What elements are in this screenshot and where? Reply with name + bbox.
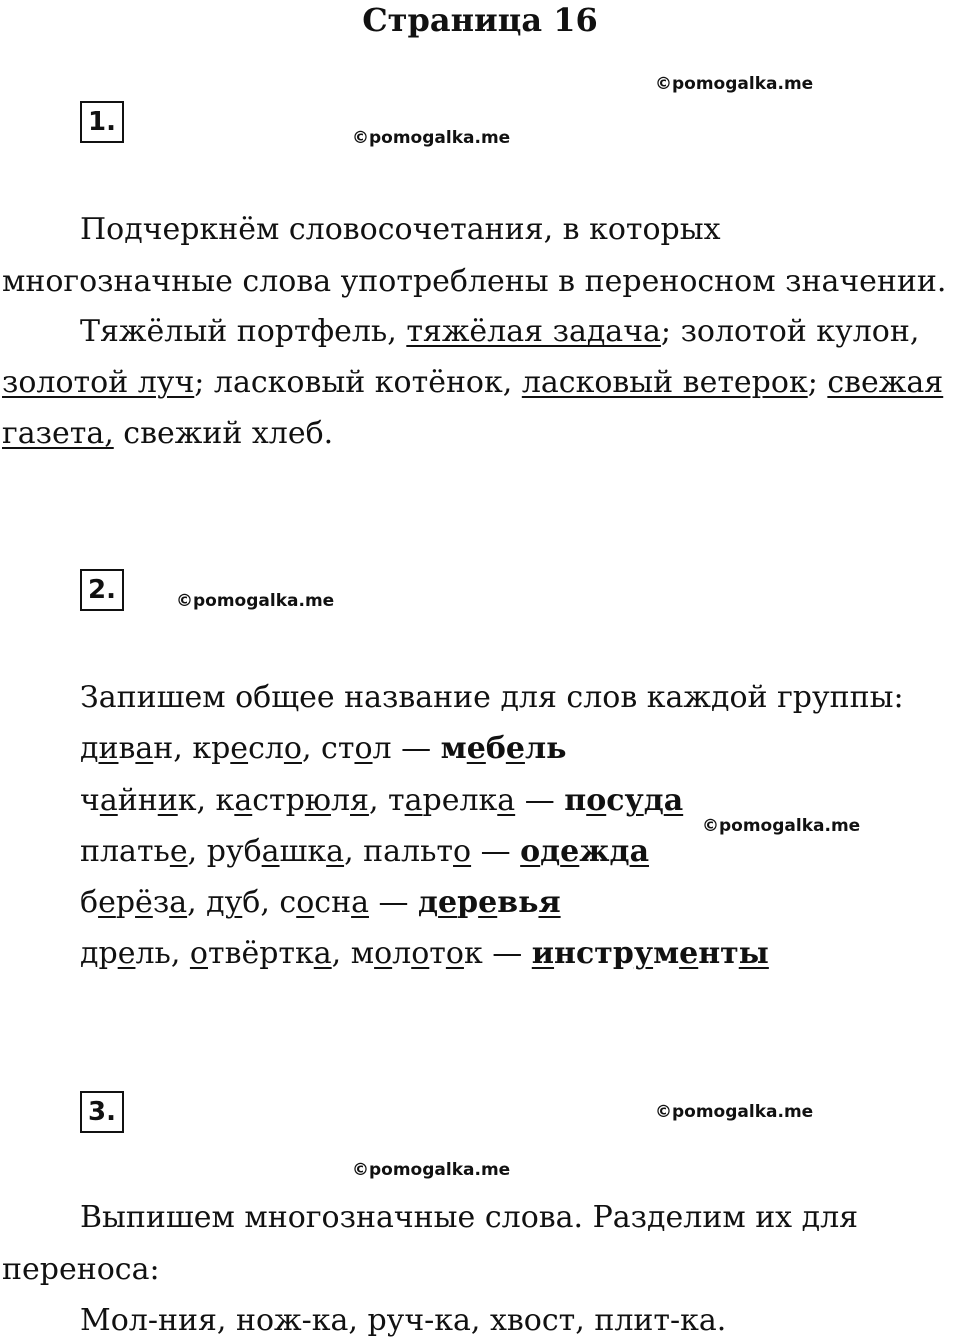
bold-text: м: [653, 936, 680, 971]
text-segment: ; золотой кулон,: [660, 314, 920, 349]
text-segment: Мол-ния, нож-ка, руч-ка, хвост, плит-ка.: [80, 1303, 727, 1338]
underlined-text: а: [404, 783, 423, 818]
text-segment: сн: [314, 885, 352, 920]
underlined-text: е: [466, 731, 486, 766]
task-2-line: [80, 678, 904, 718]
page-title: Страница 16: [362, 1, 598, 39]
text-segment: переноса:: [2, 1252, 160, 1287]
underlined-text: ю: [304, 783, 331, 818]
underlined-text: и: [157, 783, 178, 818]
text-segment: сл: [248, 731, 284, 766]
underlined-text: а: [169, 885, 188, 920]
text-segment: , ст: [301, 731, 355, 766]
text-segment: , пальт: [344, 834, 454, 869]
text-segment: к, к: [177, 783, 235, 818]
underlined-text: о: [586, 783, 607, 818]
underlined-text: а: [135, 731, 154, 766]
underlined-text: а: [99, 783, 118, 818]
watermark: ©pomogalka.me: [702, 816, 861, 836]
text-segment: —: [471, 834, 521, 869]
task-1-line: [2, 414, 333, 454]
text-segment: Запишем общее название для слов каждой группы:: [80, 680, 904, 715]
text-segment: , д: [187, 885, 225, 920]
text-segment: йн: [117, 783, 158, 818]
underlined-text: о: [411, 936, 430, 971]
underlined-text: о: [354, 731, 373, 766]
text-segment: стр: [252, 783, 305, 818]
underlined-text: а: [326, 834, 345, 869]
underlined-text: газета,: [2, 416, 114, 451]
text-segment: , м: [331, 936, 375, 971]
bold-text: нстр: [554, 936, 634, 971]
task-3-line: [80, 1198, 858, 1238]
text-segment: , руб: [187, 834, 262, 869]
underlined-text: о: [189, 936, 208, 971]
text-segment: б, с: [242, 885, 297, 920]
bold-text: д: [540, 834, 561, 869]
underlined-text: а: [313, 936, 332, 971]
text-segment: ль,: [135, 936, 190, 971]
underlined-text: е: [117, 936, 136, 971]
underlined-text: е: [169, 834, 188, 869]
text-segment: д: [80, 731, 99, 766]
text-segment: т: [429, 936, 446, 971]
underlined-text: у: [224, 885, 243, 920]
underlined-text: ы: [738, 936, 769, 971]
watermark: ©pomogalka.me: [655, 74, 814, 94]
bold-text: нт: [698, 936, 739, 971]
underlined-text: а: [629, 834, 650, 869]
text-segment: др: [80, 936, 118, 971]
underlined-text: о: [296, 885, 315, 920]
underlined-text: золотой луч: [2, 365, 195, 400]
underlined-text: а: [497, 783, 516, 818]
text-segment: б: [80, 885, 99, 920]
underlined-text: а: [663, 783, 684, 818]
text-segment: ; ласковый котёнок,: [194, 365, 522, 400]
underlined-text: е: [478, 885, 498, 920]
text-segment: к —: [463, 936, 532, 971]
bold-text: п: [564, 783, 587, 818]
bold-text: д: [643, 783, 664, 818]
text-segment: плать: [80, 834, 170, 869]
watermark: ©pomogalka.me: [655, 1102, 814, 1122]
task-number-3: 3.: [80, 1091, 124, 1133]
underlined-text: о: [453, 834, 472, 869]
bold-text: с: [606, 783, 625, 818]
task-2-line: [80, 883, 561, 923]
underlined-text: о: [445, 936, 464, 971]
text-segment: з: [152, 885, 170, 920]
watermark: ©pomogalka.me: [176, 591, 335, 611]
underlined-text: е: [560, 834, 580, 869]
bold-text: р: [457, 885, 479, 920]
underlined-text: у: [624, 783, 644, 818]
underlined-text: е: [679, 936, 699, 971]
underlined-text: а: [234, 783, 253, 818]
text-segment: Подчеркнём словосочетания, в которых: [80, 212, 721, 247]
bold-text: б: [485, 731, 506, 766]
underlined-text: а: [351, 885, 369, 920]
underlined-text: ё: [135, 885, 153, 920]
text-segment: л: [392, 936, 412, 971]
text-segment: ч: [80, 783, 100, 818]
underlined-text: и: [531, 936, 555, 971]
task-2-line: [80, 781, 683, 821]
text-segment: твёртк: [207, 936, 314, 971]
text-segment: —: [368, 885, 419, 920]
task-1-line: [80, 210, 721, 250]
underlined-text: я: [538, 885, 561, 920]
task-3-line: [80, 1301, 726, 1341]
text-segment: свежий хлеб.: [113, 416, 334, 451]
underlined-text: е: [230, 731, 249, 766]
task-2-line: [80, 934, 769, 974]
text-segment: н, кр: [153, 731, 231, 766]
task-3-line: [2, 1250, 160, 1290]
underlined-text: о: [374, 936, 393, 971]
text-segment: л: [330, 783, 350, 818]
underlined-text: е: [438, 885, 458, 920]
underlined-text: и: [98, 731, 119, 766]
underlined-text: у: [633, 936, 654, 971]
underlined-text: тяжёлая задача: [406, 314, 661, 349]
bold-text: ль: [524, 731, 567, 766]
text-segment: релк: [422, 783, 498, 818]
task-number-2: 2.: [80, 569, 124, 611]
underlined-text: е: [98, 885, 116, 920]
text-segment: —: [515, 783, 565, 818]
underlined-text: о: [520, 834, 541, 869]
text-segment: в: [118, 731, 136, 766]
task-number-1: 1.: [80, 101, 124, 143]
watermark: ©pomogalka.me: [352, 1160, 511, 1180]
bold-text: жд: [579, 834, 630, 869]
underlined-text: е: [505, 731, 525, 766]
bold-text: д: [418, 885, 439, 920]
underlined-text: о: [283, 731, 302, 766]
task-2-line: [80, 832, 649, 872]
text-segment: многозначные слова употреблены в переносном значении.: [2, 264, 947, 299]
text-segment: л —: [372, 731, 441, 766]
bold-text: вь: [497, 885, 539, 920]
task-1-line: [2, 262, 946, 302]
task-2-line: [80, 729, 566, 769]
task-1-line: [2, 363, 943, 403]
task-1-line: [80, 312, 919, 352]
underlined-text: я: [350, 783, 369, 818]
text-segment: ;: [807, 365, 828, 400]
text-segment: р: [115, 885, 136, 920]
underlined-text: а: [261, 834, 280, 869]
text-segment: шк: [279, 834, 327, 869]
text-segment: Выпишем многозначные слова. Разделим их для: [80, 1200, 859, 1235]
underlined-text: свежая: [827, 365, 944, 400]
bold-text: м: [440, 731, 467, 766]
underlined-text: ласковый ветерок: [521, 365, 808, 400]
text-segment: Тяжёлый портфель,: [80, 314, 407, 349]
watermark: ©pomogalka.me: [352, 128, 511, 148]
text-segment: , т: [368, 783, 405, 818]
